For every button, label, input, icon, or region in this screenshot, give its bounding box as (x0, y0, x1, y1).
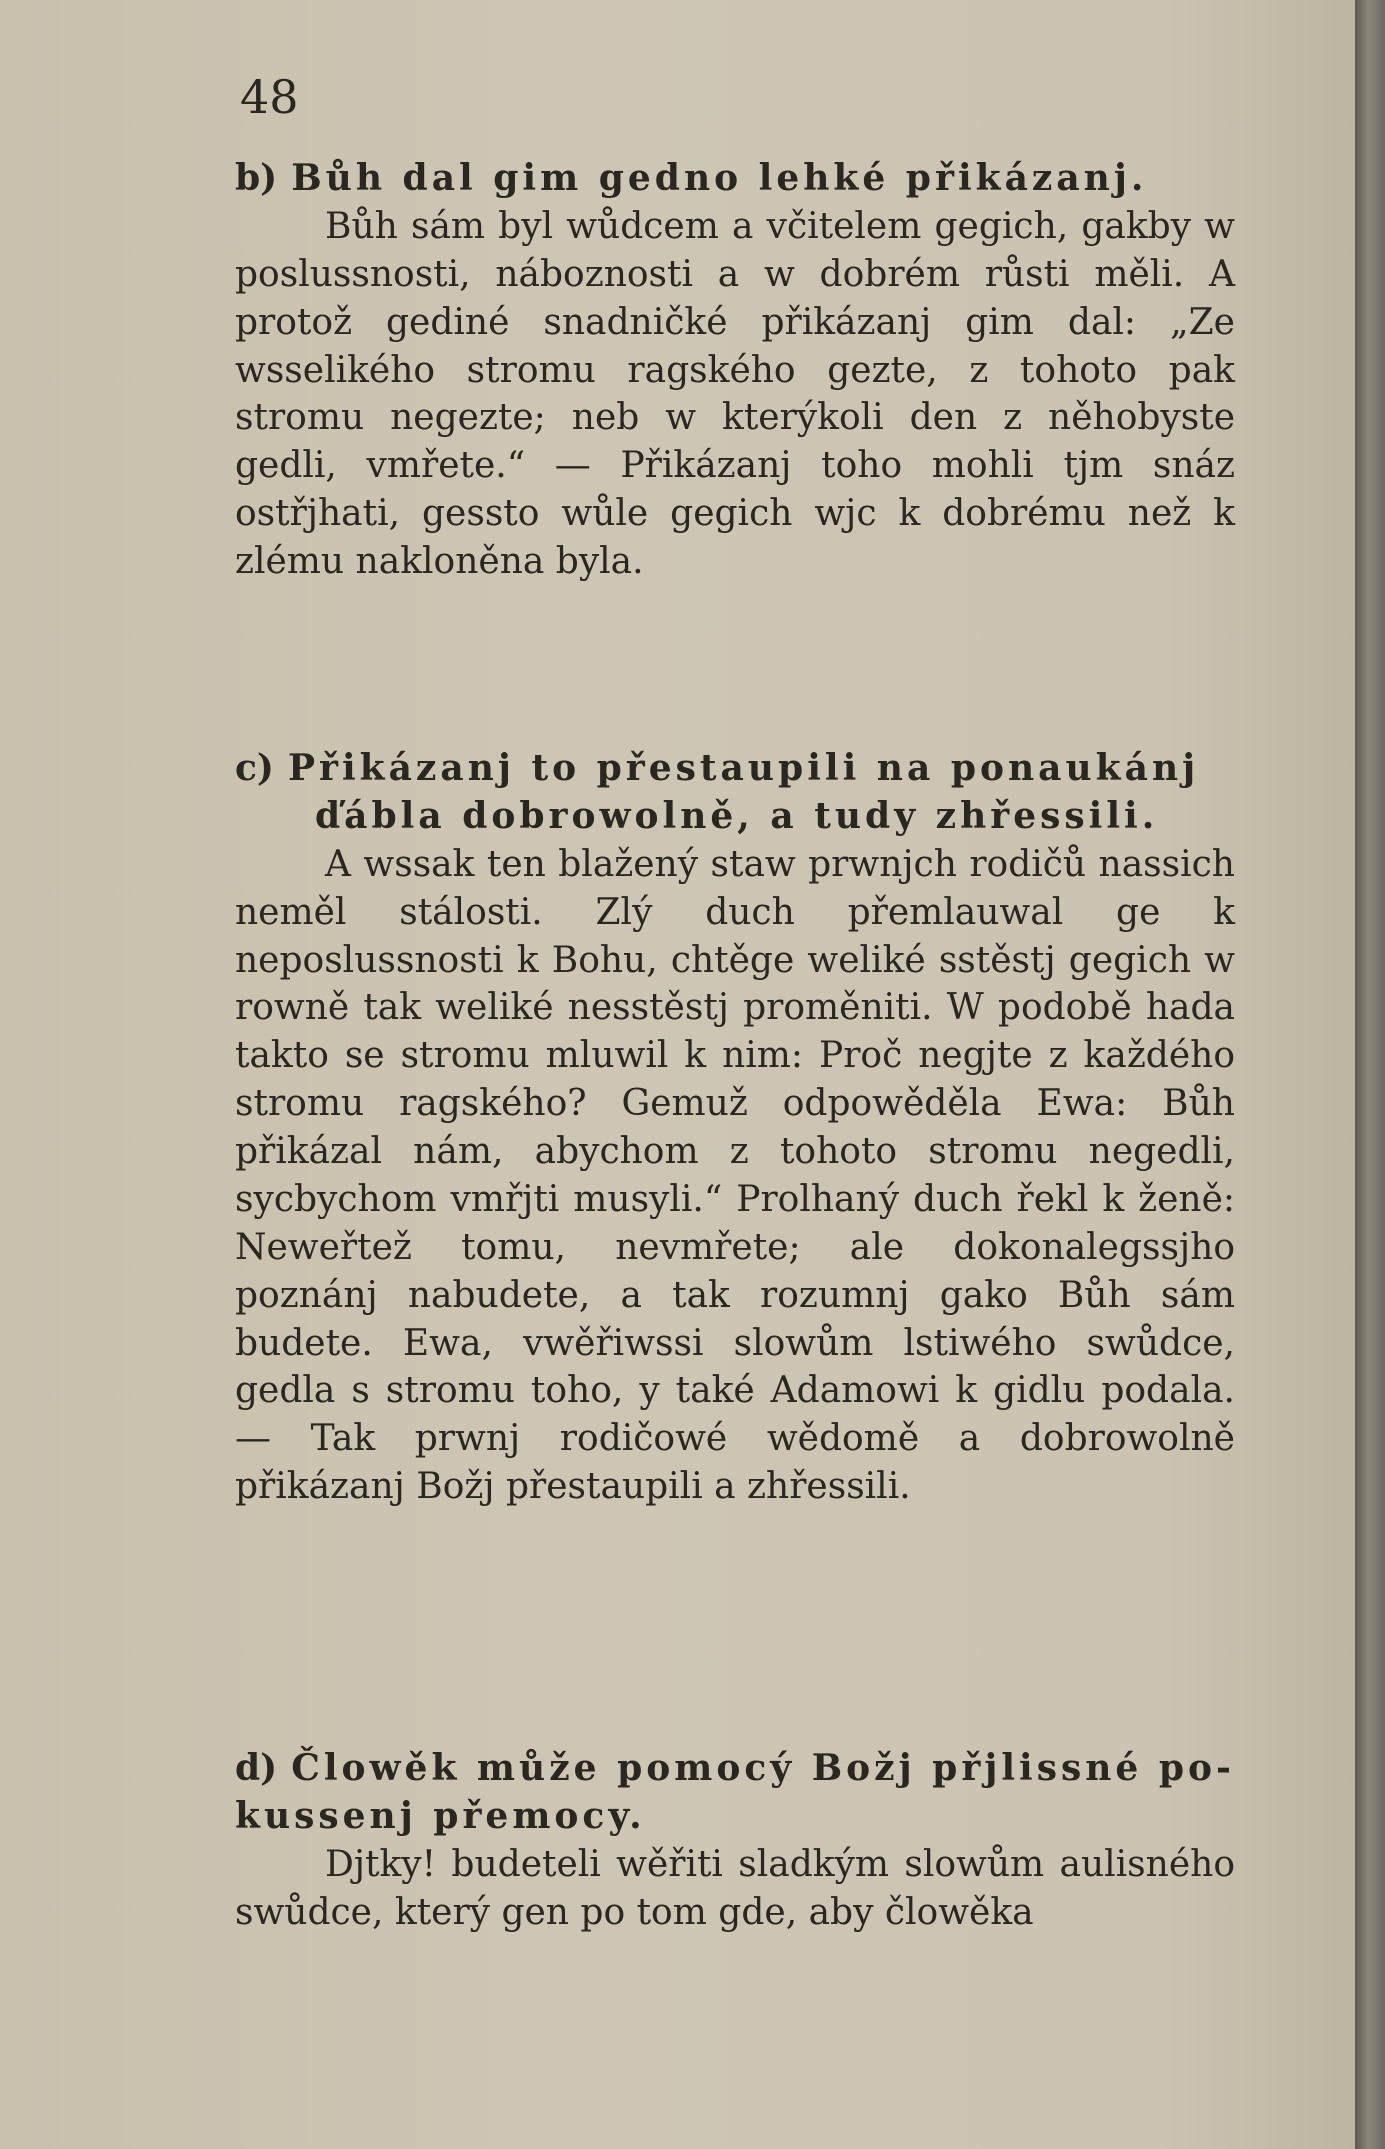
section-b (235, 155, 1235, 586)
section-b-heading-text: Bůh dal gim gedno lehké přikázanj. (291, 157, 1148, 199)
section-d (235, 1745, 1235, 1937)
page-number: 48 (240, 70, 299, 124)
section-d-marker: d) (235, 1747, 278, 1789)
section-c (235, 745, 1235, 1511)
section-b-paragraph: Bůh sám byl wůdcem a včitelem gegich, gakby w poslussnosti, náboznosti a w dobrém růsti měli. A protož gediné snadničké přikázanj gim dal: „Ze wsselikého stromu ragského gezte, z tohoto pak stromu negezte; neb w kterýkoli den z něhobyste gedli, vmřete.“ — Přikázanj toho mohli tjm snáz ostřjhati, gessto wůle gegich wjc k dobrému než k zlému nakloněna byla. (235, 205, 1235, 582)
section-b-heading (235, 155, 1235, 203)
section-c-paragraph: A wssak ten blažený staw prwnjch rodičů nassich neměl stálosti. Zlý duch přemlauwal ge k neposlussnosti k Bohu, chtěge weliké sstěstj gegich w rowně tak weliké nesstěstj proměniti. W podobě hada takto se stromu mluwil k nim: Proč negjte z každého stromu ragského? Gemuž odpowěděla Ewa: Bůh přikázal nám, abychom z tohoto stromu negedli, sycbychom vmřjti musyli.“ Prolhaný duch řekl k ženě: Neweřtež tomu, nevmřete; ale dokonalegssjho poznánj nabudete, a tak rozumnj gako Bůh sám budete. Ewa, vwěřiwssi slowům lstiwého swůdce, gedla s stromu toho, y také Adamowi k gidlu podala. — Tak prwnj rodičowé wědomě a dobrowolně přikázanj Božj přestaupili a zhřessili. (235, 843, 1235, 1508)
book-spine (1355, 0, 1385, 2149)
section-c-heading-line2: ďábla dobrowolně, a tudy zhřessili. (315, 794, 1159, 837)
section-c-marker: c) (235, 747, 274, 789)
section-d-heading-line2: kussenj přemocy. (235, 1794, 646, 1837)
section-d-paragraph: Djtky! budeteli wěřiti sladkým slowům aulisného swůdce, který gen po tom gde, aby člowěka (235, 1843, 1235, 1933)
section-c-heading-line1: Přikázanj to přestaupili na ponaukánj (287, 747, 1200, 789)
section-c-heading (235, 745, 1235, 841)
section-d-heading-line1: Člowěk může pomocý Božj přjlissné po- (291, 1747, 1235, 1789)
section-d-heading (235, 1745, 1235, 1841)
section-b-marker: b) (235, 157, 278, 199)
